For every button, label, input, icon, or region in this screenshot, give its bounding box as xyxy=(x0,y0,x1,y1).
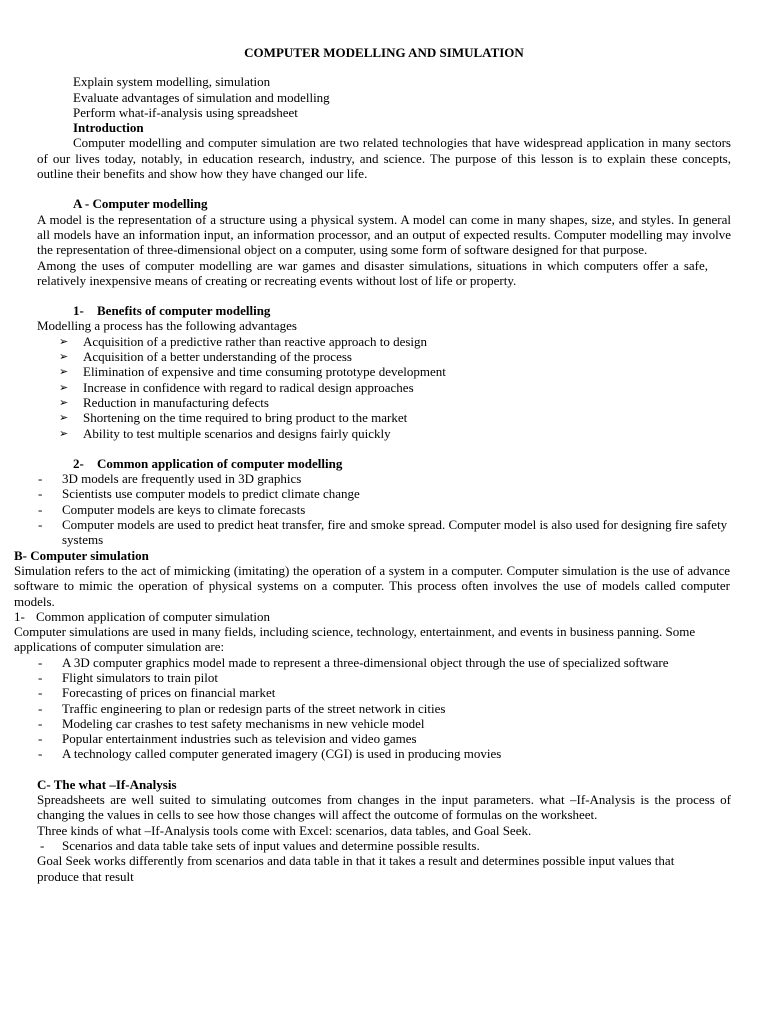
section-a-paragraph: A model is the representation of a structure using a physical system. A model can come in many shapes, size, and styles. In general all models have an information input, an information processor, and an output of expected results. Computer modelling may involve the representation of three-dimensional object on a computer, using some form of software designed for that purpose. xyxy=(37,211,731,258)
benefits-list xyxy=(0,334,768,441)
dash-bullet: - xyxy=(38,685,43,701)
arrow-bullet-icon: ➢ xyxy=(59,411,69,425)
list-item: ➢ Shortening on the time required to bring product to the market xyxy=(59,410,408,426)
section-b-paragraph: Simulation refers to the act of mimicking (imitating) the operation of a system in a computer. Computer simulation is the use of advance software to mimic the operation of physical systems on a computer. This process often involves the use of models called computer models. xyxy=(14,562,730,609)
simulation-applications-list xyxy=(0,655,768,762)
dash-bullet: - xyxy=(38,471,43,487)
benefits-heading xyxy=(73,303,768,318)
list-item: - Scenarios and data table take sets of input values and determine possible results. xyxy=(40,837,480,853)
list-item: ➢ Elimination of expensive and time consuming prototype development xyxy=(59,364,446,380)
arrow-bullet-icon: ➢ xyxy=(59,365,69,379)
section-b-heading: B- Computer simulation xyxy=(14,547,149,563)
section-a-heading: A - Computer modelling xyxy=(73,196,208,212)
list-item: - Computer models are used to predict heat transfer, fire and smoke spread. Computer model is also used for designing fire safety systems xyxy=(38,517,728,548)
list-item: - Traffic engineering to plan or redesign parts of the street network in cities xyxy=(38,700,446,716)
list-item: - A technology called computer generated imagery (CGI) is used in producing movies xyxy=(38,746,502,762)
heading-number: 2- xyxy=(73,455,84,471)
dash-bullet: - xyxy=(38,669,43,685)
heading-text: Benefits of computer modelling xyxy=(97,303,271,319)
list-item: ➢ Acquisition of a predictive rather than reactive approach to design xyxy=(59,333,428,349)
applications-heading xyxy=(73,456,768,471)
arrow-bullet-icon: ➢ xyxy=(59,426,69,440)
objective-item: Explain system modelling, simulation xyxy=(73,74,271,90)
list-item: - Scientists use computer models to predict climate change xyxy=(38,486,360,502)
heading-text: Common application of computer simulation xyxy=(36,608,270,624)
section-a-paragraph: Among the uses of computer modelling are war games and disaster simulations, situations in which computers offer a safe, relatively inexpensive means of creating or recreating events without lost of life or property. xyxy=(37,257,708,288)
list-item: ➢ Reduction in manufacturing defects xyxy=(59,394,269,410)
section-c-paragraph: Goal Seek works differently from scenarios and data table in that it takes a result and determines possible input values that produce that result xyxy=(37,853,675,884)
dash-bullet: - xyxy=(38,654,43,670)
list-item: - A 3D computer graphics model made to represent a three-dimensional object through the use of specialized software xyxy=(38,654,669,670)
dash-bullet: - xyxy=(38,501,43,517)
dash-bullet: - xyxy=(40,837,45,853)
list-item: ➢ Increase in confidence with regard to radical design approaches xyxy=(59,379,414,395)
list-item: - Computer models are keys to climate forecasts xyxy=(38,501,306,517)
dash-bullet: - xyxy=(38,715,43,731)
arrow-bullet-icon: ➢ xyxy=(59,350,69,364)
list-item: - Modeling car crashes to test safety mechanisms in new vehicle model xyxy=(38,715,425,731)
benefits-intro: Modelling a process has the following advantages xyxy=(37,318,297,334)
objective-item: Perform what-if-analysis using spreadsheet xyxy=(73,104,298,120)
section-b-paragraph: Computer simulations are used in many fields, including science, technology, entertainment, and events in business panning. Some applications of computer simulation are: xyxy=(14,624,696,655)
heading-text: Common application of computer modelling xyxy=(97,455,343,471)
list-item: - Flight simulators to train pilot xyxy=(38,669,218,685)
list-item: ➢ Ability to test multiple scenarios and designs fairly quickly xyxy=(59,425,391,441)
list-item: - 3D models are frequently used in 3D graphics xyxy=(38,471,302,487)
list-item: - Forecasting of prices on financial market xyxy=(38,685,276,701)
list-item: - Popular entertainment industries such as television and video games xyxy=(38,731,417,747)
dash-bullet: - xyxy=(38,700,43,716)
document-page xyxy=(0,45,768,884)
section-c-paragraph: Three kinds of what –If-Analysis tools come with Excel: scenarios, data tables, and Goal Seek. xyxy=(37,822,532,838)
section-c-paragraph: Spreadsheets are well suited to simulating outcomes from changes in the input parameters. what –If-Analysis is the process of changing the values in cells to see how those changes will affect the outcome of formulas on the worksheet. xyxy=(37,792,731,823)
objectives-list xyxy=(0,74,768,120)
dash-bullet: - xyxy=(38,486,43,502)
simulation-applications-heading xyxy=(14,609,768,624)
introduction-heading: Introduction xyxy=(73,120,144,136)
arrow-bullet-icon: ➢ xyxy=(59,334,69,348)
dash-bullet: - xyxy=(38,731,43,747)
arrow-bullet-icon: ➢ xyxy=(59,395,69,409)
objective-item: Evaluate advantages of simulation and modelling xyxy=(73,89,330,105)
modelling-applications-list xyxy=(0,471,768,547)
dash-bullet: - xyxy=(38,746,43,762)
dash-bullet: - xyxy=(38,517,43,533)
introduction-paragraph: Computer modelling and computer simulation are two related technologies that have widespread application in many sectors of our lives today, notably, in education research, industry, and science. The purpose of this lesson is to explain these concepts, outline their benefits and show how they have changed our life. xyxy=(37,135,731,182)
heading-number: 1- xyxy=(14,608,25,624)
arrow-bullet-icon: ➢ xyxy=(59,380,69,394)
heading-number: 1- xyxy=(73,303,84,319)
list-item: ➢ Acquisition of a better understanding of the process xyxy=(59,349,352,365)
page-title: COMPUTER MODELLING AND SIMULATION xyxy=(244,45,524,60)
section-c-heading: C- The what –If-Analysis xyxy=(37,776,177,792)
